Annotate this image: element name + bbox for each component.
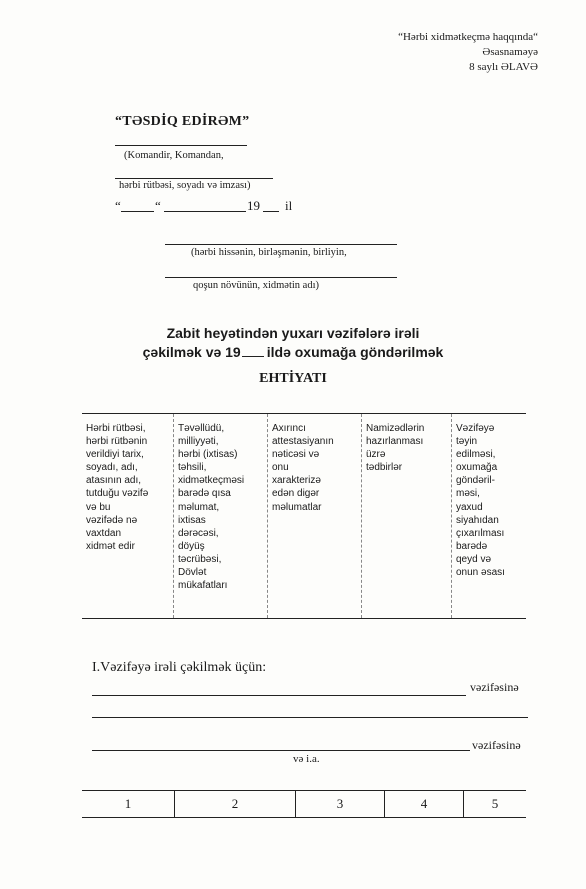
commander-signature-line	[115, 145, 247, 146]
unit-line-2	[165, 277, 397, 278]
column-number-2: 2	[175, 791, 296, 818]
column-number-1: 1	[82, 791, 175, 818]
position-suffix-1: vəzifəsinə	[470, 680, 519, 694]
annex-line-1: “Hərbi xidmətkeçmə haqqında“	[398, 31, 538, 43]
unit-caption-2: qoşun növünün, xidmətin adı)	[193, 280, 319, 291]
unit-caption-1: (hərbi hissənin, birləşmənin, birliyin,	[191, 247, 347, 258]
annex-line-3: 8 saylı ƏLAVƏ	[469, 61, 538, 73]
column-attestation: Axırıncı attestasiyanın nəticəsi və onu xarakterizə edən digər məlumatlar	[268, 414, 362, 619]
heading-line-2b: ildə oxumağa göndərilmək	[266, 344, 444, 360]
heading-year-blank	[242, 356, 264, 357]
date-mid-quote: “	[155, 198, 161, 213]
column-number-5: 5	[464, 791, 527, 818]
reserve-table	[82, 413, 526, 619]
position-line-2	[92, 717, 528, 718]
column-numbers-row	[82, 791, 526, 818]
table-header-row	[82, 414, 526, 619]
annex-line-2: Əsasnaməyə	[482, 46, 538, 58]
column-number-3: 3	[296, 791, 385, 818]
position-line-3	[92, 750, 470, 751]
date-month-line	[164, 211, 246, 212]
annex-note	[398, 30, 538, 75]
position-line-1	[92, 695, 466, 696]
heading-line-1: Zabit heyətindən yuxarı vəzifələrə irəli	[166, 325, 420, 341]
heading-line-2a: çəkilmək və 19	[142, 344, 241, 360]
column-birth: Təvəllüdü, milliyyəti, hərbi (ixtisas) təhsili, xidmətkeçməsi barədə qısa məlumat, ixtisas dərəcəsi, döyüş təcrübəsi, Dövlət mükafatları	[174, 414, 268, 619]
date-open-quote: “	[115, 198, 121, 213]
position-suffix-2: vəzifəsinə	[472, 738, 521, 752]
commander-caption-1: (Komandir, Komandan,	[124, 150, 224, 161]
date-day-line	[121, 211, 154, 212]
date-year-suffix: il	[285, 198, 293, 213]
column-appointment: Vəzifəyə təyin edilməsi, oxumağa göndəril- məsi, yaxud siyahıdan çıxarılması barədə qeyd və onun əsası	[452, 414, 527, 619]
section-1-title: I.Vəzifəyə irəli çəkilmək üçün:	[92, 660, 267, 675]
approve-title: “TƏSDİQ EDİRƏM”	[115, 114, 250, 129]
etc-label: və i.a.	[293, 753, 320, 765]
commander-signature-line-2	[115, 178, 273, 179]
column-number-4: 4	[385, 791, 464, 818]
heading-line-2	[0, 344, 586, 360]
unit-line-1	[165, 244, 397, 245]
heading-line-3: EHTİYATI	[259, 371, 327, 386]
commander-caption-2: hərbi rütbəsi, soyadı və imzası)	[119, 180, 251, 191]
column-rank: Hərbi rütbəsi, hərbi rütbənin verildiyi tarix, soyadı, adı, atasının adı, tutduğu vəzifə və bu vəzifədə nə vaxtdan xidmət edir	[82, 414, 174, 619]
date-year-prefix: 19	[247, 198, 260, 213]
column-numbers-table	[82, 790, 526, 818]
date-year-line	[263, 211, 279, 212]
column-measures: Namizədlərin hazırlanması üzrə tədbirlər	[362, 414, 452, 619]
